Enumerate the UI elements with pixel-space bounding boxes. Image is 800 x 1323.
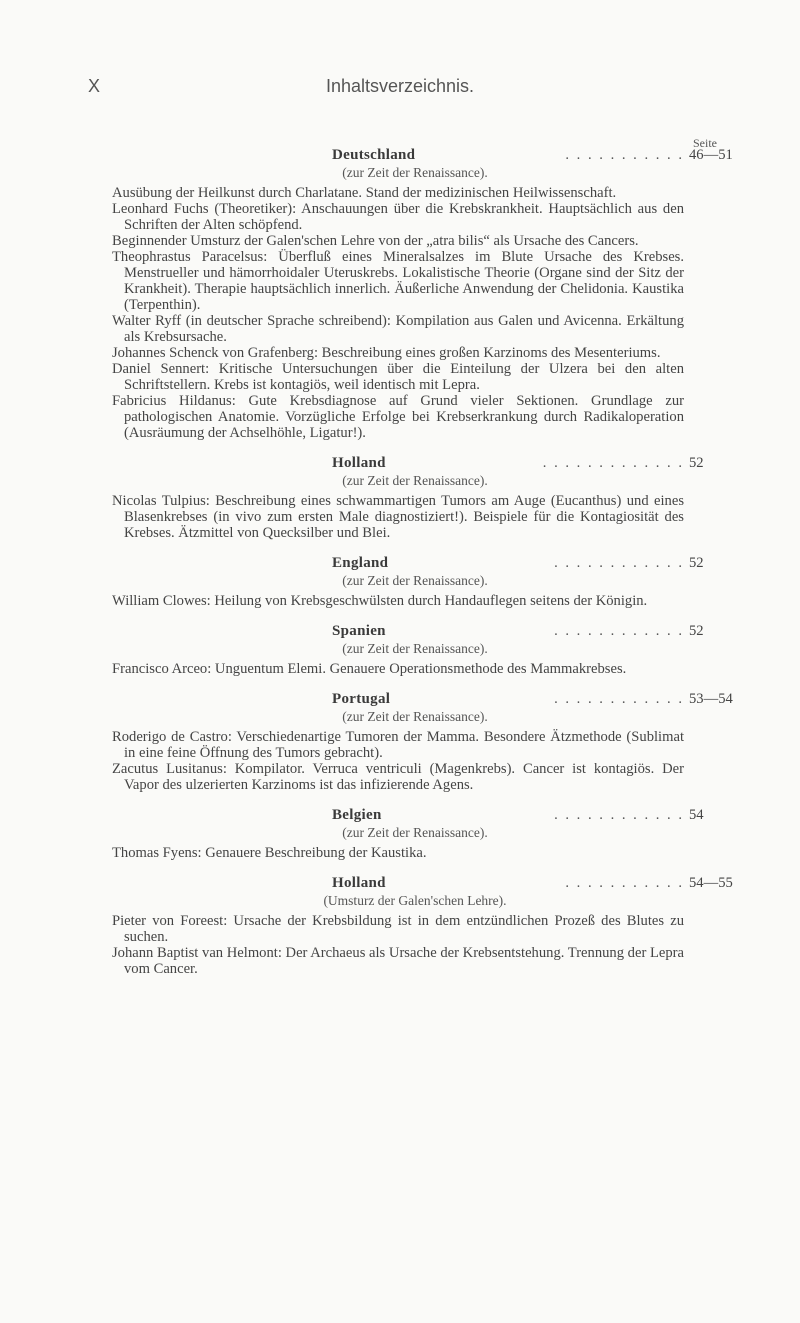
section-heading (112, 875, 733, 893)
section-heading (112, 807, 704, 825)
section-subtitle: (zur Zeit der Renaissance). (342, 165, 488, 180)
section-heading (112, 691, 733, 709)
section-spacer (112, 541, 684, 555)
section-title: Deutschland (332, 147, 416, 163)
toc-entry: Pieter von Foreest: Ursache der Krebsbildung ist in dem entzündlichen Prozeß des Blutes zu suchen. (112, 913, 684, 945)
dot-leader: . . . . . . . . . . . . (554, 623, 684, 639)
toc-entry: Francisco Arceo: Unguentum Elemi. Genauere Operationsmethode des Mammakrebses. (112, 661, 627, 677)
seite-label: Seite (693, 136, 717, 150)
dot-leader: . . . . . . . . . . . . (554, 691, 684, 707)
section-heading (112, 623, 704, 641)
section-spacer (112, 793, 684, 807)
section-page-range: 52 (689, 455, 704, 471)
section-page-range: 54—55 (689, 875, 733, 891)
toc-entry: Nicolas Tulpius: Beschreibung eines schwammartigen Tumors am Auge (Eucanthus) und eines Blasenkrebses (in vivo zum ersten Male diagnostiziert!). Beispiele für die Kontagiosität des Krebses. Ätzmittel von Quecksilber und Blei. (112, 493, 684, 541)
dot-leader: . . . . . . . . . . . . (554, 555, 684, 571)
toc-section (112, 623, 704, 677)
toc-entry: Zacutus Lusitanus: Kompilator. Verruca ventriculi (Magenkrebs). Cancer ist kontagiös. Der Vapor des ulzerierten Karzinoms ist das infizierende Agens. (112, 761, 684, 793)
toc-entry: Beginnender Umsturz der Galen'schen Lehre von der „atra bilis“ als Ursache des Cancers. (112, 233, 639, 249)
toc-entry: Fabricius Hildanus: Gute Krebsdiagnose auf Grund vieler Sektionen. Grundlage zur pathologischen Anatomie. Vorzügliche Erfolge bei Krebserkrankung durch Radikaloperation (Ausräumung der Achselhöhle, Ligatur!). (112, 393, 684, 441)
page-title: Inhaltsverzeichnis. (325, 76, 475, 96)
toc-entry: Daniel Sennert: Kritische Untersuchungen über die Einteilung der Ulzera bei den alten Schriftstellern. Krebs ist kontagiös, weil identisch mit Lepra. (112, 361, 684, 393)
page-number: X (88, 76, 101, 96)
section-title: Holland (332, 875, 386, 891)
section-spacer (112, 609, 684, 623)
toc-section (112, 147, 733, 441)
section-page-range: 46—51 (689, 147, 733, 163)
section-spacer (112, 677, 684, 691)
dot-leader: . . . . . . . . . . . (565, 875, 684, 891)
section-title: England (332, 555, 389, 571)
toc-entry: Thomas Fyens: Genauere Beschreibung der Kaustika. (112, 845, 427, 861)
toc-entry: William Clowes: Heilung von Krebsgeschwülsten durch Handauflegen seitens der Königin. (112, 593, 648, 609)
toc-entry: Walter Ryff (in deutscher Sprache schreibend): Kompilation aus Galen und Avicenna. Erkältung als Krebsursache. (112, 313, 684, 345)
section-subtitle: (Umsturz der Galen'schen Lehre). (323, 893, 507, 908)
section-title: Portugal (332, 691, 391, 707)
dot-leader: . . . . . . . . . . . (565, 147, 684, 163)
section-page-range: 54 (689, 807, 704, 823)
toc-section (112, 691, 733, 793)
section-subtitle: (zur Zeit der Renaissance). (342, 473, 488, 488)
toc-entry: Ausübung der Heilkunst durch Charlatane. Stand der medizinischen Heilwissenschaft. (112, 185, 617, 201)
section-heading (112, 455, 704, 473)
section-spacer (112, 441, 684, 455)
dot-leader: . . . . . . . . . . . . . (542, 455, 684, 471)
section-subtitle: (zur Zeit der Renaissance). (342, 573, 488, 588)
toc-entry: Leonhard Fuchs (Theoretiker): Anschauungen über die Krebskrankheit. Hauptsächlich aus den Schriften der Alten schöpfend. (112, 201, 684, 233)
section-subtitle: (zur Zeit der Renaissance). (342, 641, 488, 656)
section-subtitle: (zur Zeit der Renaissance). (342, 709, 488, 724)
section-title: Holland (332, 455, 386, 471)
toc-section (112, 555, 704, 609)
toc-entry: Johannes Schenck von Grafenberg: Beschreibung eines großen Karzinoms des Mesenteriums. (112, 345, 661, 361)
section-heading (112, 147, 733, 165)
toc-section (112, 875, 733, 977)
toc-section (112, 455, 704, 541)
section-subtitle: (zur Zeit der Renaissance). (342, 825, 488, 840)
toc-entry: Johann Baptist van Helmont: Der Archaeus als Ursache der Krebsentstehung. Trennung der Lepra vom Cancer. (112, 945, 684, 977)
section-page-range: 52 (689, 555, 704, 571)
section-heading (112, 555, 704, 573)
toc-entry: Theophrastus Paracelsus: Überfluß eines Mineralsalzes im Blute Ursache des Krebses. Menstrueller und hämorrhoidaler Uteruskrebs. Lokalistische Theorie (Organe sind der Sitz der Krankheit). Therapie hauptsächlich innerlich. Äußerliche Anwendung der Chelidonia. Kaustika (Terpenthin). (112, 249, 684, 313)
section-title: Belgien (332, 807, 382, 823)
dot-leader: . . . . . . . . . . . . (554, 807, 684, 823)
section-page-range: 52 (689, 623, 704, 639)
toc-section (112, 807, 704, 861)
toc-content (112, 147, 733, 977)
section-title: Spanien (332, 623, 386, 639)
running-head (0, 78, 800, 100)
section-spacer (112, 861, 684, 875)
section-page-range: 53—54 (689, 691, 733, 707)
toc-entry: Roderigo de Castro: Verschiedenartige Tumoren der Mamma. Besondere Ätzmethode (Sublimat in eine feine Öffnung des Tumors gebracht). (112, 729, 684, 761)
